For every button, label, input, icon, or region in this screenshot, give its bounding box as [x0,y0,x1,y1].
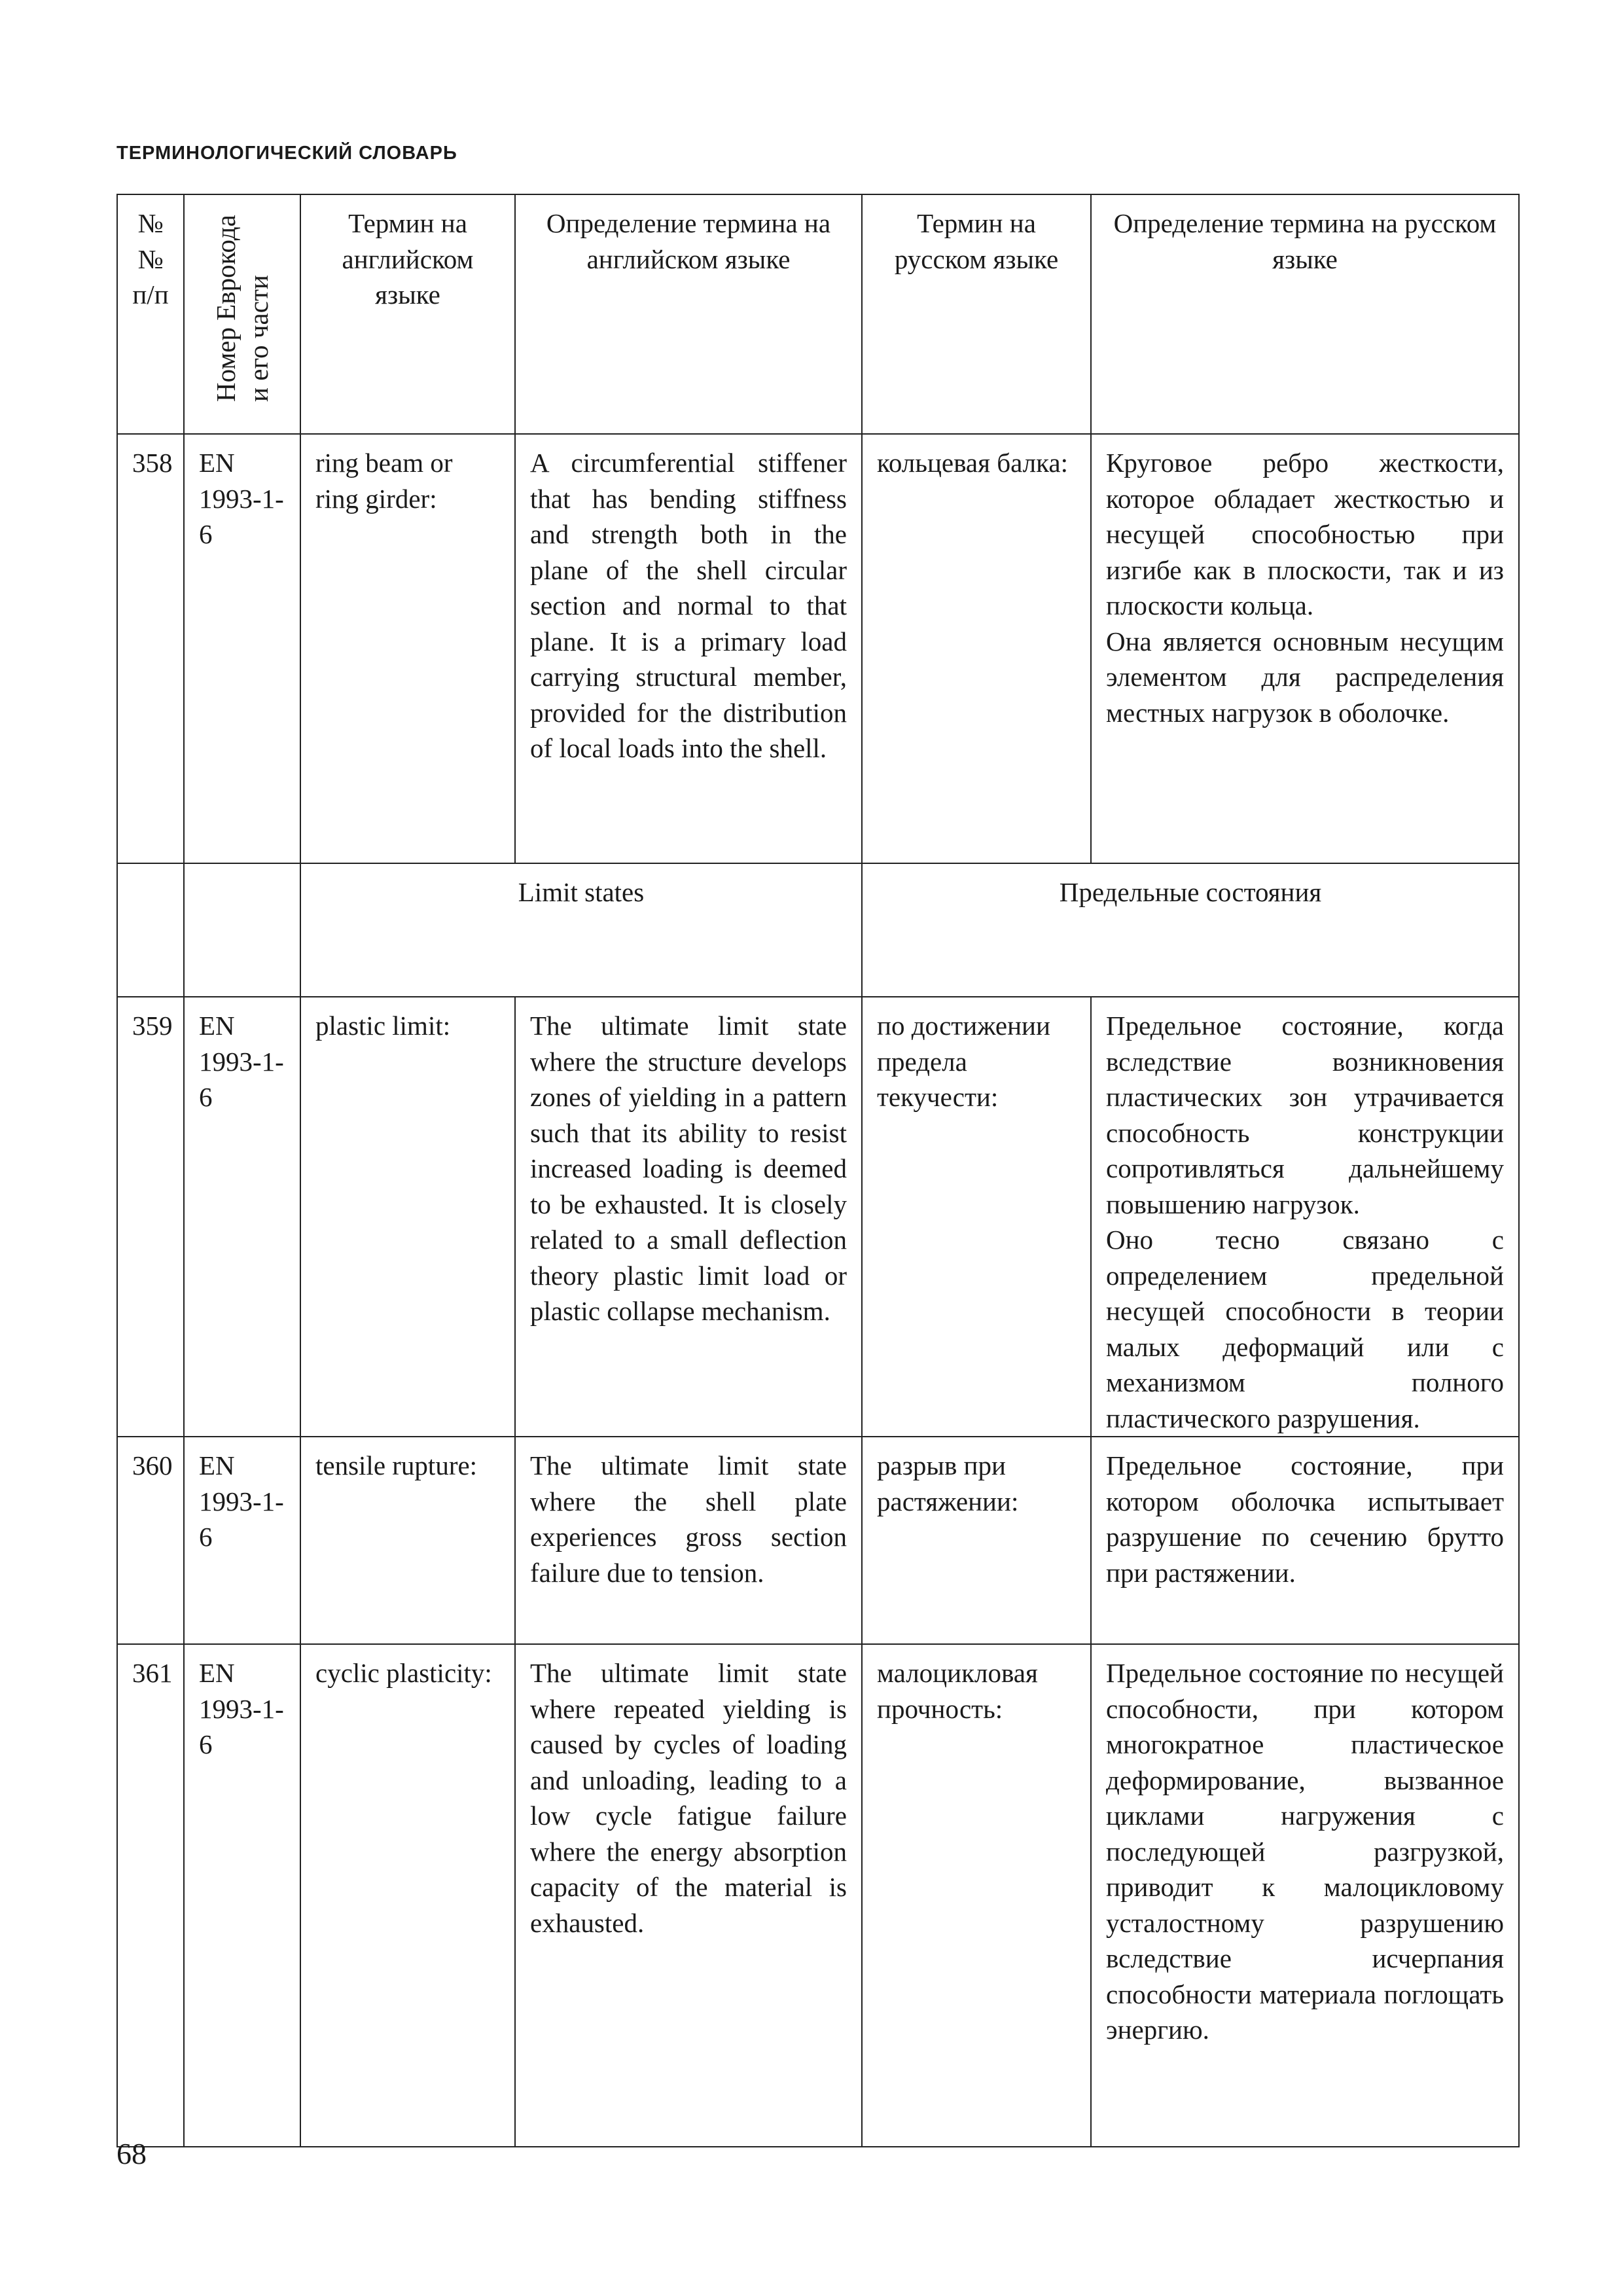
header-code-label: Номер Еврокода и его части [211,215,274,402]
term-ru: разрыв при растяжении: [862,1437,1091,1644]
header-code [184,194,300,434]
definition-ru-para: Оно тесно связано с определением предельной несущей способности в теории малых деформаций или с механизмом полного пластического разрушения. [1106,1225,1504,1433]
definition-en: The ultimate limit state where the shell plate experiences gross section failure due to tension. [515,1437,862,1644]
term-en: tensile rupture: [300,1437,515,1644]
term-ru: малоцикловая прочность: [862,1644,1091,2147]
term-ru: по достижении предела текучести: [862,997,1091,1437]
entry-num: 358 [117,434,184,863]
definition-ru [1091,1644,1519,2147]
eurocode-ref: EN 1993-1-6 [184,1644,300,2147]
section-title-ru: Предельные состояния [862,863,1519,997]
running-head: ТЕРМИНОЛОГИЧЕСКИЙ СЛОВАРЬ [116,143,457,164]
section-title-en: Limit states [300,863,862,997]
header-row [117,194,1519,434]
table-row [117,434,1519,863]
section-empty-cell [184,863,300,997]
header-term-en: Термин на английском языке [300,194,515,434]
table-row [117,997,1519,1437]
table-row [117,1437,1519,1644]
entry-num: 359 [117,997,184,1437]
entry-num: 361 [117,1644,184,2147]
definition-ru [1091,1437,1519,1644]
definition-en: The ultimate limit state where the structure develops zones of yielding in a pattern such that its ability to resist increased loading is deemed to be exhausted. It is closely related to a small deflection theory plastic limit load or plastic collapse mechanism. [515,997,862,1437]
definition-ru-para: Предельное состояние, при котором оболочка испытывает разрушение по сечению брутто при растяжении. [1106,1450,1504,1588]
section-row [117,863,1519,997]
definition-ru-para: Круговое ребро жесткости, которое обладает жесткостью и несущей способностью при изгибе как в плоскости, так и из плоскости кольца. [1106,448,1504,620]
header-def-en: Определение термина на английском языке [515,194,862,434]
eurocode-ref: EN 1993-1-6 [184,1437,300,1644]
header-term-ru: Термин на русском языке [862,194,1091,434]
table-row [117,1644,1519,2147]
header-def-ru: Определение термина на русском языке [1091,194,1519,434]
eurocode-ref: EN 1993-1-6 [184,434,300,863]
definition-en: A circumferential stiffener that has bending stiffness and strength both in the plane of the shell circular section and normal to that plane. It is a primary load carrying structural member, provided for the distribution of local loads into the shell. [515,434,862,863]
definition-ru [1091,434,1519,863]
glossary-table [116,194,1520,2147]
definition-en: The ultimate limit state where repeated yielding is caused by cycles of loading and unloading, leading to a low cycle fatigue failure where the energy absorption capacity of the material is exhausted. [515,1644,862,2147]
definition-ru-para: Предельное состояние, когда вследствие возникновения пластических зон утрачивается способность конструкции сопротивляться дальнейшему повышению нагрузок. [1106,1011,1504,1219]
header-num: №№ п/п [117,194,184,434]
term-en: cyclic plasticity: [300,1644,515,2147]
definition-ru [1091,997,1519,1437]
eurocode-ref: EN 1993-1-6 [184,997,300,1437]
entry-num: 360 [117,1437,184,1644]
term-ru: кольцевая балка: [862,434,1091,863]
definition-ru-para: Она является основным несущим элементом для распределения местных нагрузок в оболочке. [1106,626,1504,728]
section-empty-cell [117,863,184,997]
term-en: plastic limit: [300,997,515,1437]
term-en: ring beam or ring girder: [300,434,515,863]
page-number: 68 [116,2137,147,2170]
definition-ru-para: Предельное состояние по несущей способности, при котором многократное пластическое деформирование, вызванное циклами нагружения с последующей разгрузкой, приводит к малоцикловому усталостному разрушению вследствие исчерпания способности материала поглощать энергию. [1106,1658,1504,2045]
